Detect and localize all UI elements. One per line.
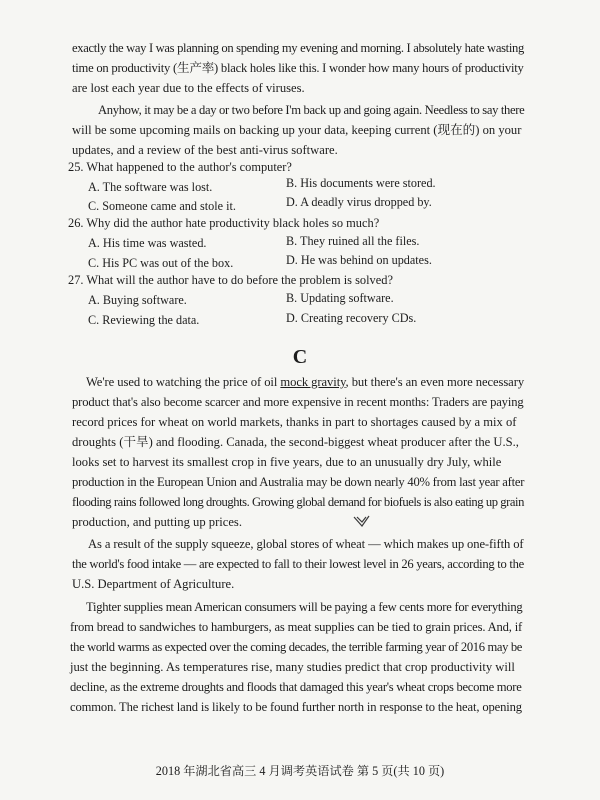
page-footer: 2018 年湖北省高三 4 月调考英语试卷 第 5 页(共 10 页) [155, 764, 445, 778]
text-line: just the beginning. As temperatures rise, many studies predict that crop productivity will [70, 660, 515, 674]
section-c-paragraph-1 [72, 372, 524, 532]
underlined-phrase: mock gravity [280, 375, 346, 389]
question-25-option-c: C. Someone came and stole it. [88, 199, 236, 213]
section-c-paragraph-3 [70, 597, 522, 717]
text-line: record prices for wheat on world markets, thanks in part to shortages caused by a mix of [72, 415, 517, 429]
text-line: from bread to sandwiches to hamburgers, as meat supplies can be tied to grain prices. And, if [70, 620, 523, 634]
question-27-option-c: C. Reviewing the data. [88, 313, 200, 327]
question-26-option-d: D. He was behind on updates. [286, 253, 432, 267]
question-26-option-b: B. They ruined all the files. [286, 234, 420, 248]
text-line: U.S. Department of Agriculture. [72, 577, 235, 591]
text-line: looks set to harvest its smallest crop in five years, due to an unusually dry July, while [72, 455, 502, 469]
question-27-option-b: B. Updating software. [286, 291, 394, 305]
text-line: decline, as the extreme droughts and floods that damaged this year's wheat crops become more [70, 680, 522, 694]
question-25-option-b: B. His documents were stored. [286, 176, 436, 190]
text-line [72, 372, 524, 392]
question-27-option-a: A. Buying software. [88, 293, 187, 307]
text-line: exactly the way I was planning on spending my evening and morning. I absolutely hate wasting [72, 41, 524, 55]
section-c-paragraph-2 [72, 534, 524, 594]
text-line: flooding rains followed long droughts. Growing global demand for biofuels is also eating up grain [72, 495, 524, 509]
text-line: production in the European Union and Australia may be down nearly 40% from last year after [72, 475, 525, 489]
text-line: Anyhow, it may be a day or two before I'm back up and going again. Needless to say there [98, 103, 525, 117]
text-line: the world warms as expected over the coming decades, the terrible farming year of 2016 may be [70, 640, 523, 654]
question-26-option-a: A. His time was wasted. [88, 236, 207, 250]
question-25-option-a: A. The software was lost. [88, 180, 213, 194]
passage-b-paragraph-1 [72, 38, 524, 98]
pen-mark-icon [353, 514, 371, 528]
text-fragment: We're used to watching the price of oil [86, 375, 281, 389]
section-c-heading: C [292, 346, 308, 368]
question-26-option-c: C. His PC was out of the box. [88, 256, 234, 270]
question-27-stem: 27. What will the author have to do before the problem is solved? [68, 273, 393, 287]
question-27-option-d: D. Creating recovery CDs. [286, 311, 417, 325]
text-line: time on productivity (生产率) black holes like this. I wonder how many hours of productivity [72, 61, 524, 75]
text-line: product that's also become scarcer and more expensive in recent months: Traders are paying [72, 395, 524, 409]
text-line: updates, and a review of the best anti-virus software. [72, 143, 338, 157]
text-line: will be some upcoming mails on backing up your data, keeping current (现在的) on your [72, 123, 522, 137]
text-fragment: , but there's an even more necessary [345, 375, 525, 389]
text-line: production, and putting up prices. [72, 515, 242, 529]
text-line: the world's food intake — are expected to fall to their lowest level in 26 years, according to the [72, 557, 524, 571]
question-25-option-d: D. A deadly virus dropped by. [286, 195, 432, 209]
text-line: are lost each year due to the effects of viruses. [72, 81, 305, 95]
text-line: common. The richest land is likely to be found further north in response to the heat, opening [70, 700, 522, 714]
text-line: Tighter supplies mean American consumers will be paying a few cents more for everything [86, 600, 523, 614]
question-26-stem: 26. Why did the author hate productivity black holes so much? [68, 216, 380, 230]
question-25-stem: 25. What happened to the author's computer? [68, 160, 292, 174]
passage-b-paragraph-2 [72, 100, 524, 160]
text-line: As a result of the supply squeeze, global stores of wheat — which makes up one-fifth of [88, 537, 524, 551]
text-line: droughts (干旱) and flooding. Canada, the second-biggest wheat producer after the U.S., [72, 435, 519, 449]
